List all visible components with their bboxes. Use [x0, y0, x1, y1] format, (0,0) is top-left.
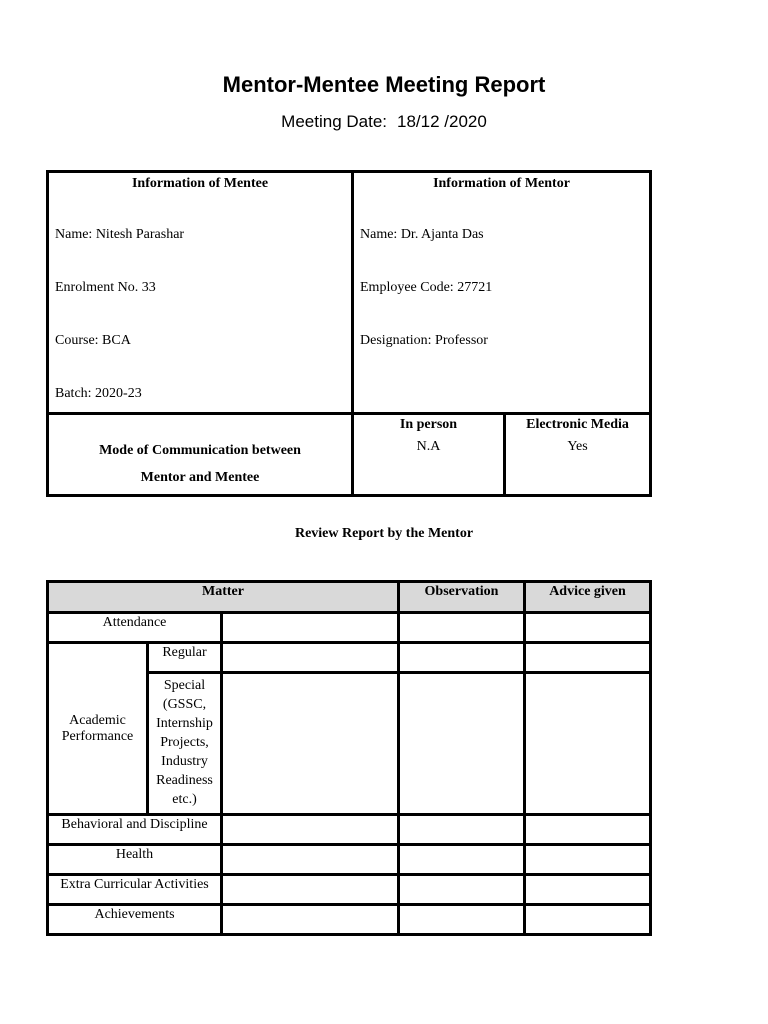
- review-table: [46, 580, 652, 936]
- cell-empty: [222, 643, 399, 673]
- cell-advice: [525, 905, 651, 935]
- mentee-course: Course: BCA: [55, 333, 131, 348]
- mentee-header: Information of Mentee: [131, 176, 269, 191]
- mentor-designation: Designation: Professor: [360, 333, 488, 348]
- cell-advice: [525, 613, 651, 643]
- cell-advice: [525, 845, 651, 875]
- row-behavioral: Behavioral and Discipline: [48, 815, 222, 845]
- mentor-name: Name: Dr. Ajanta Das: [360, 227, 484, 242]
- in-person-header: In person: [399, 417, 458, 432]
- communication-mode-cell: [48, 414, 353, 496]
- cell-empty: [222, 815, 399, 845]
- mentee-enrolment: Enrolment No. 33: [55, 280, 156, 295]
- cell-empty: [222, 673, 399, 815]
- meeting-date: [0, 112, 768, 132]
- cell-advice: [525, 673, 651, 815]
- row-achievements: Achievements: [48, 905, 222, 935]
- in-person-cell: [353, 414, 505, 496]
- header-matter: Matter: [48, 582, 399, 613]
- mentee-batch: Batch: 2020-23: [55, 386, 142, 401]
- communication-label-line1: Mode of Communication between: [99, 443, 301, 458]
- cell-empty: [222, 875, 399, 905]
- row-extra-curricular: Extra Curricular Activities: [48, 875, 222, 905]
- cell-observation: [399, 845, 525, 875]
- in-person-value: N.A: [416, 439, 441, 454]
- communication-label-line2: Mentor and Mentee: [140, 470, 260, 485]
- mentee-info-cell: [48, 172, 353, 414]
- row-special: Special (GSSC, Internship Projects, Industry Readiness etc.): [148, 673, 222, 815]
- cell-advice: [525, 815, 651, 845]
- cell-advice: [525, 875, 651, 905]
- row-regular: Regular: [148, 643, 222, 673]
- cell-observation: [399, 613, 525, 643]
- electronic-media-value: Yes: [567, 439, 588, 454]
- cell-observation: [399, 875, 525, 905]
- electronic-media-cell: [505, 414, 651, 496]
- row-health: Health: [48, 845, 222, 875]
- row-academic-performance: Academic Performance: [48, 643, 148, 815]
- row-attendance: Attendance: [48, 613, 222, 643]
- cell-observation: [399, 643, 525, 673]
- meeting-date-label: Meeting Date:: [281, 112, 388, 131]
- header-advice: Advice given: [525, 582, 651, 613]
- review-title: Review Report by the Mentor: [294, 526, 474, 541]
- cell-advice: [525, 643, 651, 673]
- mentor-header: Information of Mentor: [433, 176, 570, 191]
- mentor-employee-code: Employee Code: 27721: [360, 280, 493, 295]
- page-title: Mentor-Mentee Meeting Report: [222, 72, 546, 97]
- header-observation: Observation: [399, 582, 525, 613]
- cell-empty: [222, 845, 399, 875]
- meeting-date-value: 18/12 /2020: [397, 112, 487, 131]
- cell-observation: [399, 905, 525, 935]
- cell-observation: [399, 815, 525, 845]
- mentee-name: Name: Nitesh Parashar: [55, 227, 185, 242]
- cell-empty: [222, 905, 399, 935]
- info-table: [46, 170, 652, 497]
- electronic-media-header: Electronic Media: [526, 417, 629, 432]
- cell-observation: [399, 673, 525, 815]
- mentor-info-cell: [353, 172, 651, 414]
- cell-empty: [222, 613, 399, 643]
